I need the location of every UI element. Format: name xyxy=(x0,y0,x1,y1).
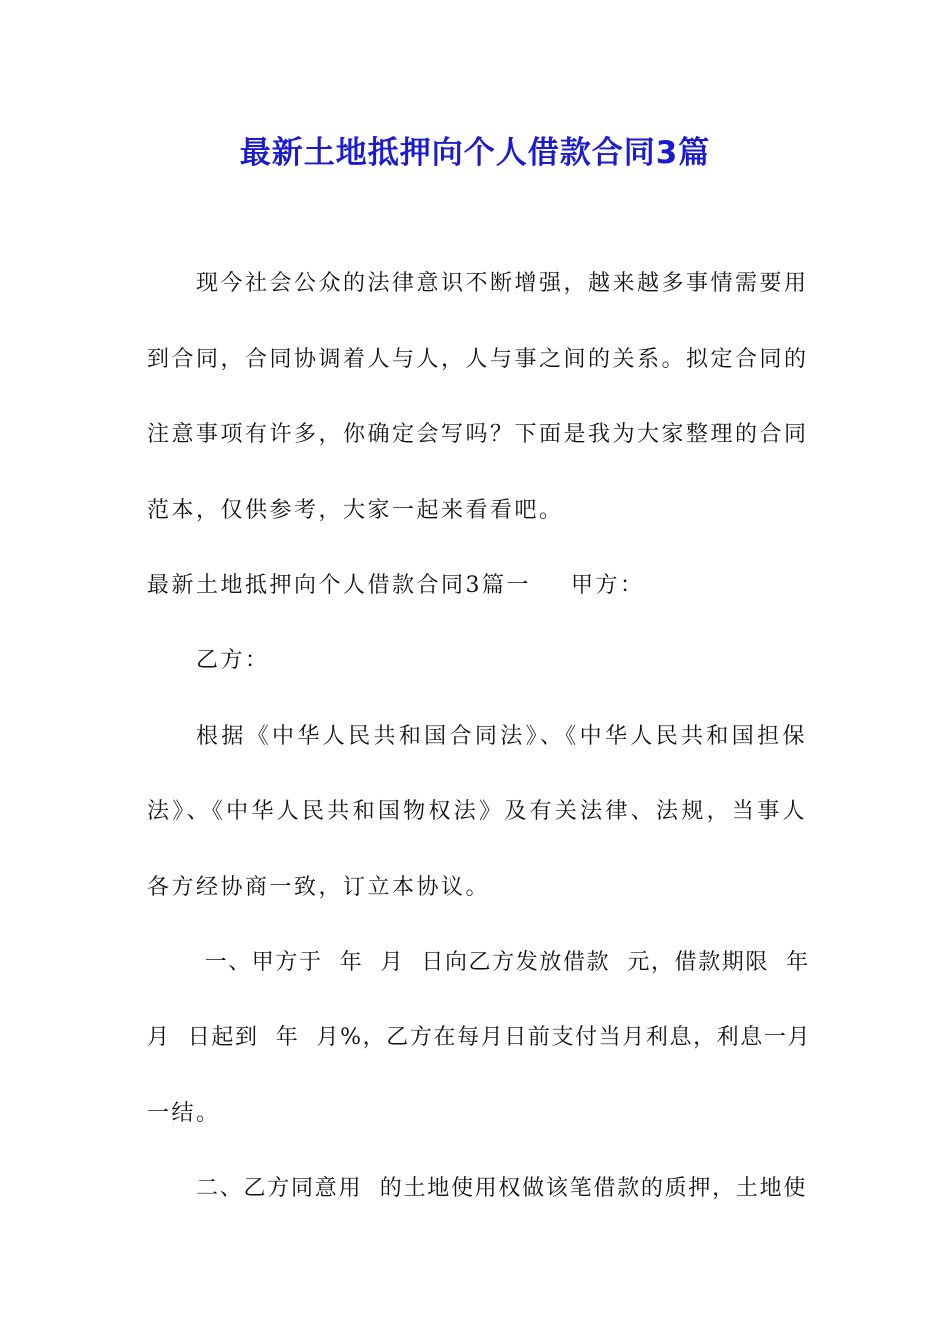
paragraph-line: 各方经协商一致，订立本协议。 xyxy=(147,875,491,900)
paragraph-line: 根据《中华人民共和国合同法》、《中华人民共和国担保 xyxy=(196,724,807,749)
clause-one-line: 一、甲方于 年 月 日向乙方发放借款 元，借款期限 年 xyxy=(196,950,810,975)
clause-one-line: 一结。 xyxy=(147,1101,221,1126)
paragraph-line: 现今社会公众的法律意识不断增强，越来越多事情需要用 xyxy=(196,271,809,296)
party-a-label: 甲方： xyxy=(571,573,645,598)
section-heading: 最新土地抵押向个人借款合同3篇一 xyxy=(147,573,531,598)
paragraph-line: 到合同，合同协调着人与人，人与事之间的关系。拟定合同的 xyxy=(147,347,809,372)
clause-one-line: 月 日起到 年 月%，乙方在每月日前支付当月利息，利息一月 xyxy=(147,1025,812,1050)
document-title: 最新土地抵押向个人借款合同3篇 xyxy=(239,135,711,171)
clause-two-line: 二、乙方同意用 的土地使用权做该笔借款的质押，土地使 xyxy=(196,1176,807,1201)
party-b-label: 乙方： xyxy=(196,648,270,673)
paragraph-line: 注意事项有许多，你确定会写吗？下面是我为大家整理的合同 xyxy=(147,422,809,447)
section-heading-line xyxy=(147,566,807,606)
paragraph-line: 法》、《中华人民共和国物权法》及有关法律、法规，当事人 xyxy=(147,799,807,824)
paragraph-line: 范本，仅供参考，大家一起来看看吧。 xyxy=(147,498,564,523)
